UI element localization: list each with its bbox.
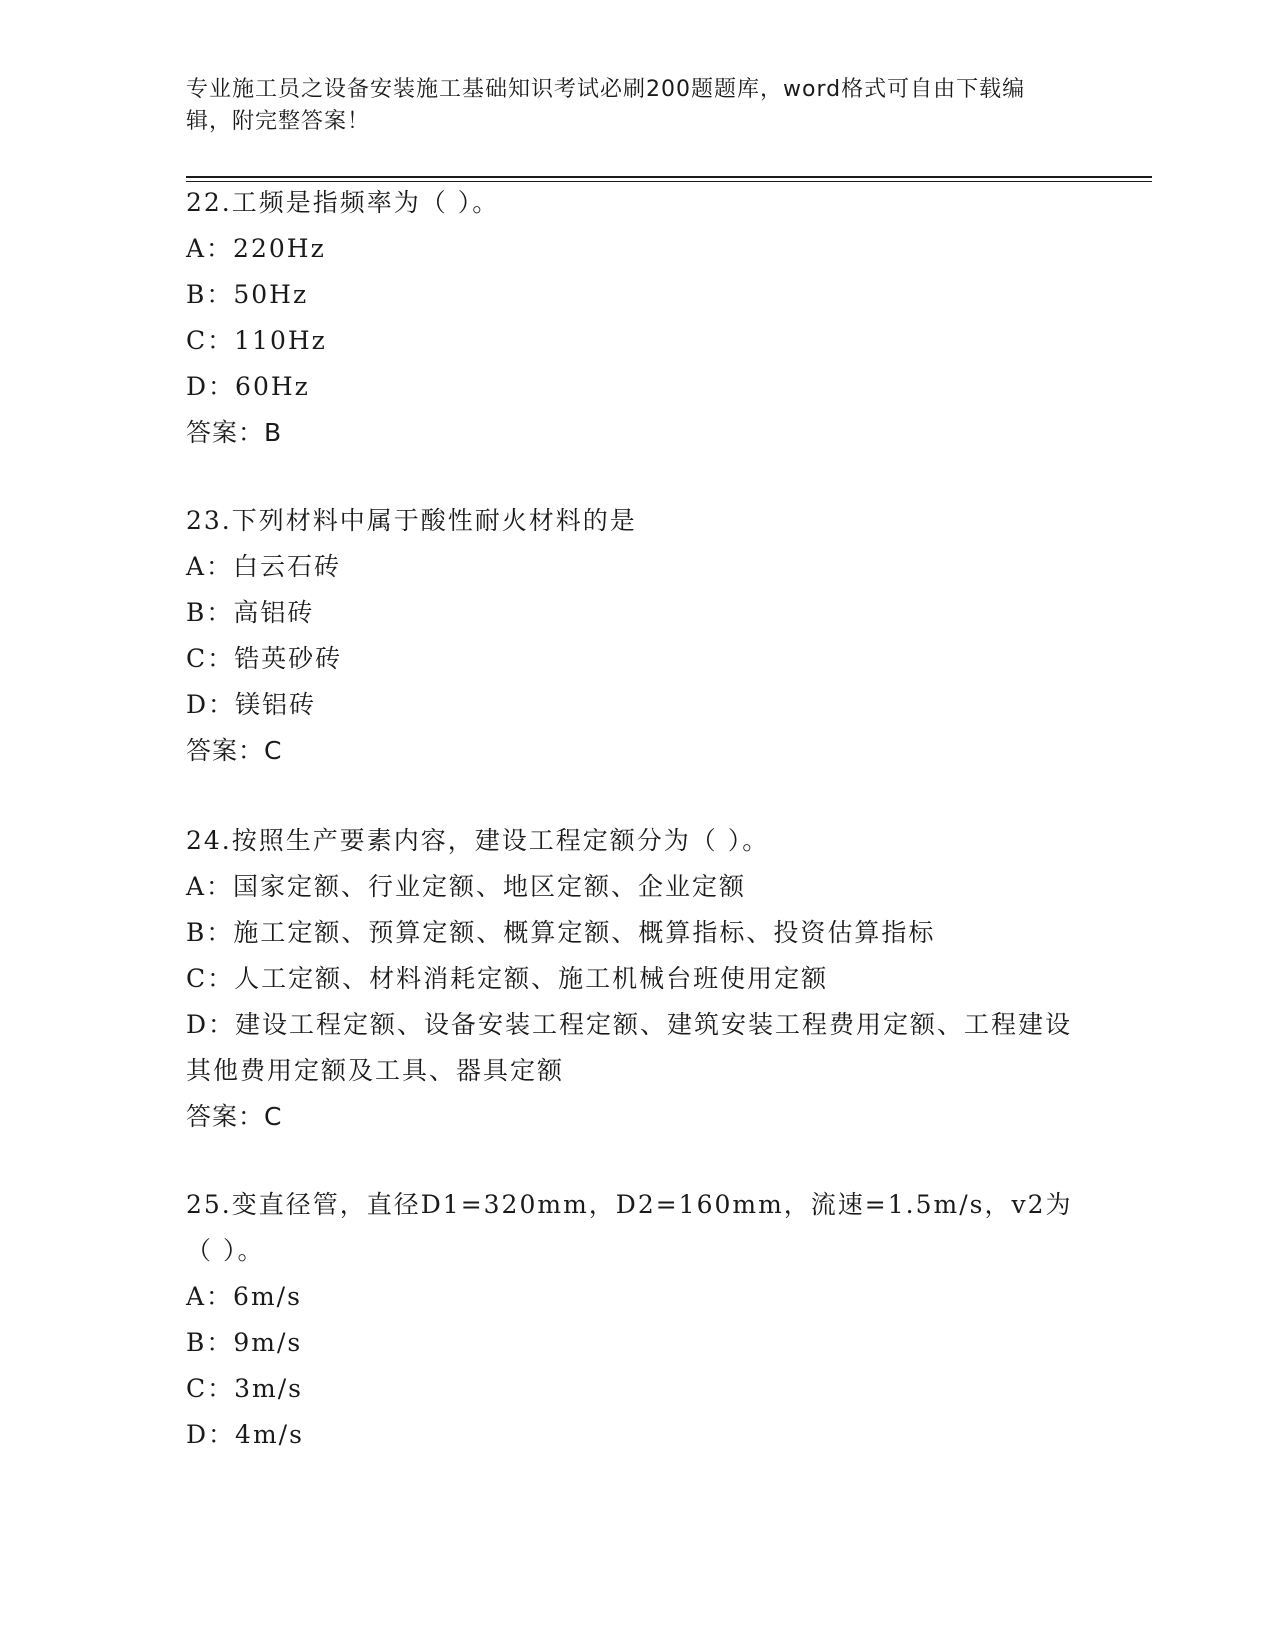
question-22 [186, 180, 1086, 456]
answer: 答案：C [186, 1102, 283, 1131]
option-d: D：4m/s [186, 1420, 304, 1449]
option-c: C：锆英砂砖 [186, 644, 343, 673]
option-a: A：白云石砖 [186, 552, 342, 581]
answer: 答案：B [186, 418, 283, 447]
option-d: D：镁铝砖 [186, 690, 317, 719]
question-stem: 22.工频是指频率为（ ）。 [186, 188, 500, 217]
document-header: 专业施工员之设备安装施工基础知识考试必刷200题题库，word格式可自由下载编辑，附完整答案！ [186, 77, 1026, 134]
question-24 [186, 818, 1086, 1140]
question-stem: 25.变直径管，直径D1=320mm，D2=160mm，流速=1.5m/s，v2为（ ）。 [186, 1190, 1073, 1265]
option-b: B：高铝砖 [186, 598, 315, 627]
option-d: D：建设工程定额、设备安装工程定额、建筑安装工程费用定额、工程建设其他费用定额及工具、器具定额 [186, 1010, 1073, 1085]
question-25 [186, 1182, 1086, 1458]
option-b: B：施工定额、预算定额、概算定额、概算指标、投资估算指标 [186, 918, 936, 947]
question-stem: 23.下列材料中属于酸性耐火材料的是 [186, 506, 637, 535]
option-c: C：3m/s [186, 1374, 303, 1403]
option-c: C：人工定额、材料消耗定额、施工机械台班使用定额 [186, 964, 829, 993]
answer: 答案：C [186, 736, 283, 765]
option-c: C：110Hz [186, 326, 327, 355]
option-a: A：国家定额、行业定额、地区定额、企业定额 [186, 872, 747, 901]
header-divider-thick [186, 176, 1152, 178]
option-a: A：6m/s [186, 1282, 302, 1311]
question-stem: 24.按照生产要素内容，建设工程定额分为（ ）。 [186, 826, 770, 855]
option-b: B：50Hz [186, 280, 309, 309]
option-a: A：220Hz [186, 234, 326, 263]
option-d: D：60Hz [186, 372, 310, 401]
option-b: B：9m/s [186, 1328, 303, 1357]
question-23 [186, 498, 1086, 774]
